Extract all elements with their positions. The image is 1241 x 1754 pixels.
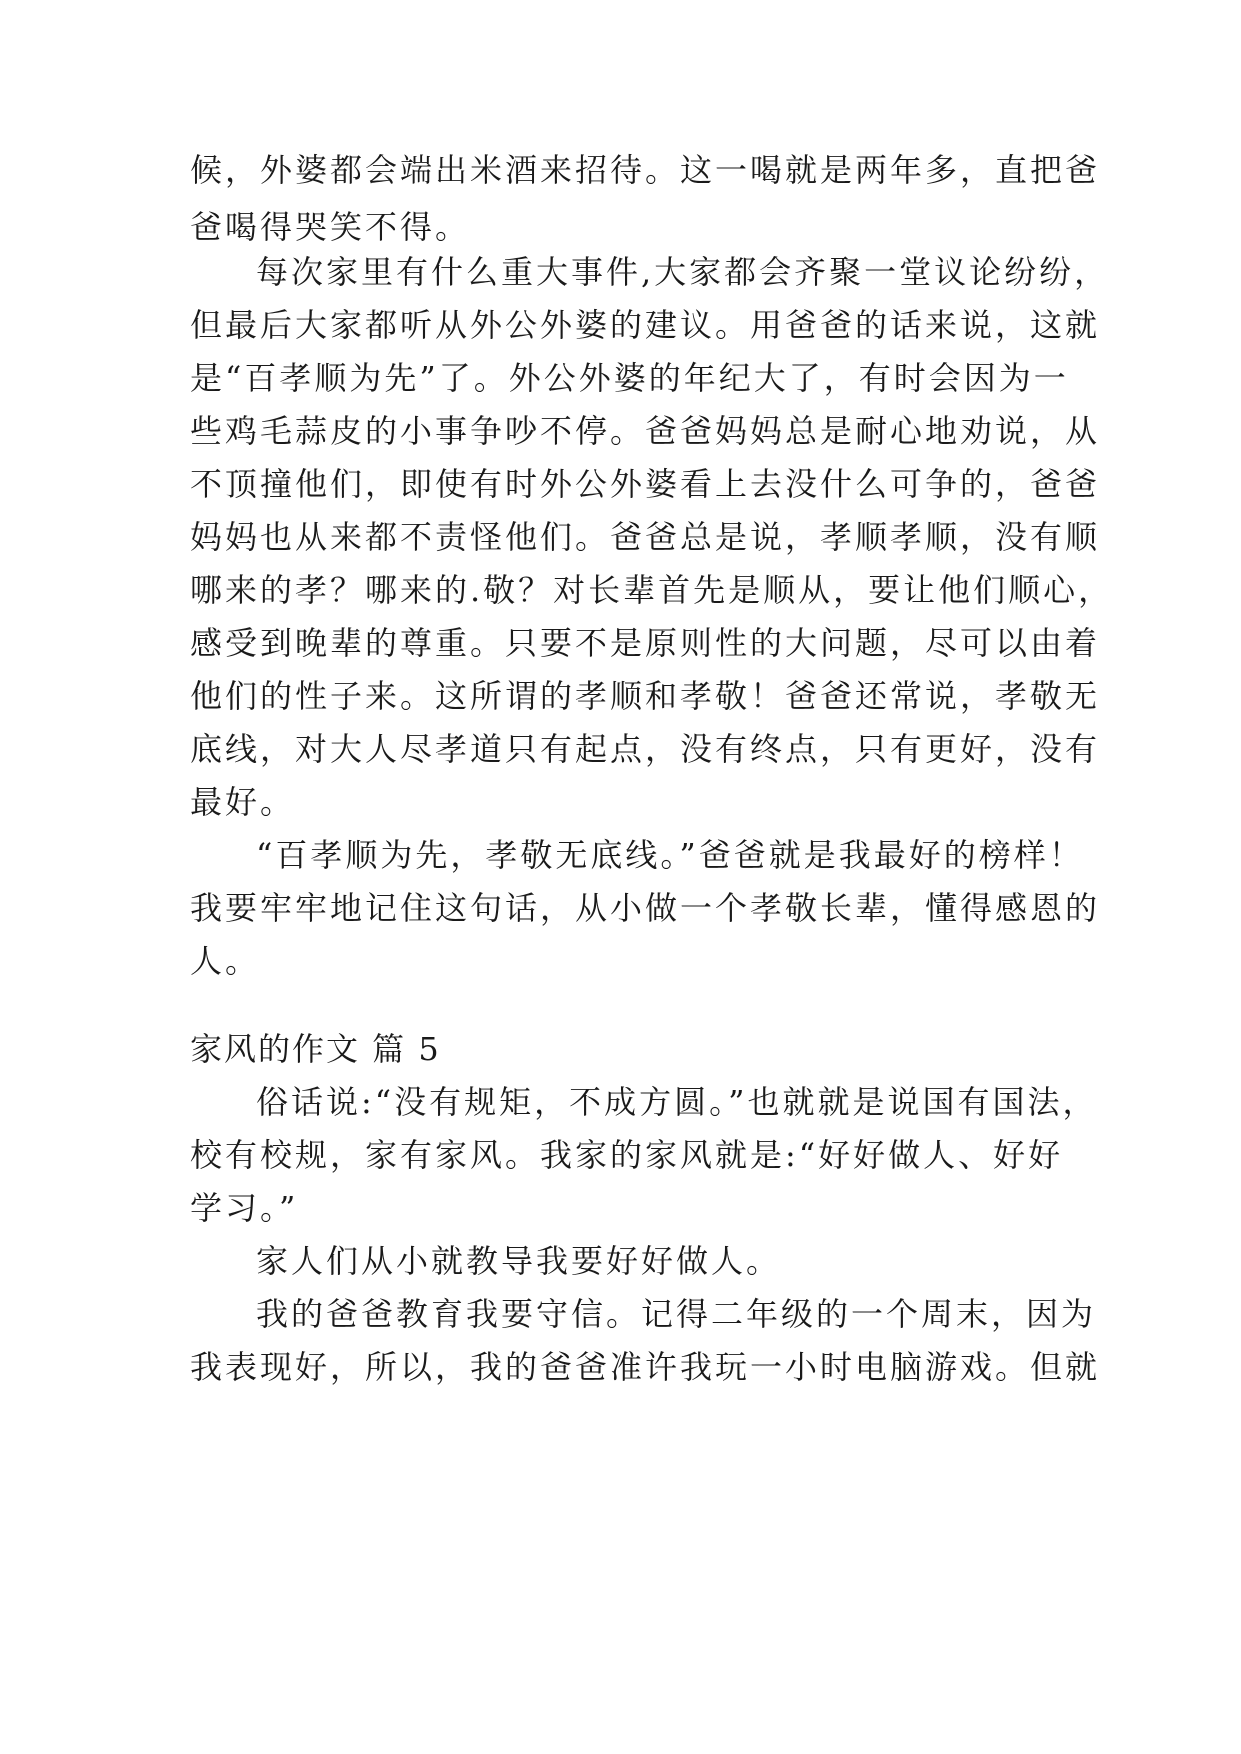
paragraph-line: 感受到晚辈的尊重。只要不是原则性的大问题，尽可以由着	[190, 624, 1101, 662]
paragraph-line: 妈妈也从来都不责怪他们。爸爸总是说，孝顺孝顺，没有顺	[190, 518, 1101, 556]
paragraph-line: 些鸡毛蒜皮的小事争吵不停。爸爸妈妈总是耐心地劝说，从	[190, 412, 1101, 450]
paragraph-line: 俗话说:“没有规矩，不成方圆。”也就就是说国有国法，	[256, 1083, 1098, 1121]
paragraph-line: 是“百孝顺为先”了。外公外婆的年纪大了，有时会因为一	[190, 359, 1069, 397]
paragraph-line: 校有校规，家有家风。我家的家风就是:“好好做人、好好	[190, 1136, 1064, 1174]
paragraph-line: 每次家里有什么重大事件,大家都会齐聚一堂议论纷纷，	[256, 253, 1110, 291]
paragraph-line: 我要牢牢地记住这句话，从小做一个孝敬长辈，懂得感恩的	[190, 889, 1101, 927]
paragraph-line: 底线，对大人尽孝道只有起点，没有终点，只有更好，没有	[190, 730, 1101, 768]
paragraph-line: 我的爸爸教育我要守信。记得二年级的一个周末，因为	[256, 1295, 1097, 1333]
paragraph-line: 最好。	[190, 783, 296, 821]
section-heading: 家风的作文 篇 5	[190, 1030, 441, 1068]
paragraph-line: 爸喝得哭笑不得。	[190, 208, 471, 246]
paragraph-line: 不顶撞他们，即使有时外公外婆看上去没什么可争的，爸爸	[190, 465, 1101, 503]
paragraph-line: 但最后大家都听从外公外婆的建议。用爸爸的话来说，这就	[190, 306, 1101, 344]
paragraph-line: 他们的性子来。这所谓的孝顺和孝敬！爸爸还常说，孝敬无	[190, 677, 1101, 715]
paragraph-line: 学习。”	[190, 1189, 299, 1227]
paragraph-line: “百孝顺为先，孝敬无底线。”爸爸就是我最好的榜样！	[256, 836, 1084, 874]
paragraph-line: 候，外婆都会端出米酒来招待。这一喝就是两年多，直把爸	[190, 151, 1101, 189]
paragraph-line: 家人们从小就教导我要好好做人。	[256, 1242, 782, 1280]
paragraph-line: 哪来的孝？哪来的.敬？对长辈首先是顺从，要让他们顺心，	[190, 571, 1114, 609]
paragraph-line: 人。	[190, 942, 261, 980]
paragraph-line: 我表现好，所以，我的爸爸准许我玩一小时电脑游戏。但就	[190, 1348, 1101, 1386]
